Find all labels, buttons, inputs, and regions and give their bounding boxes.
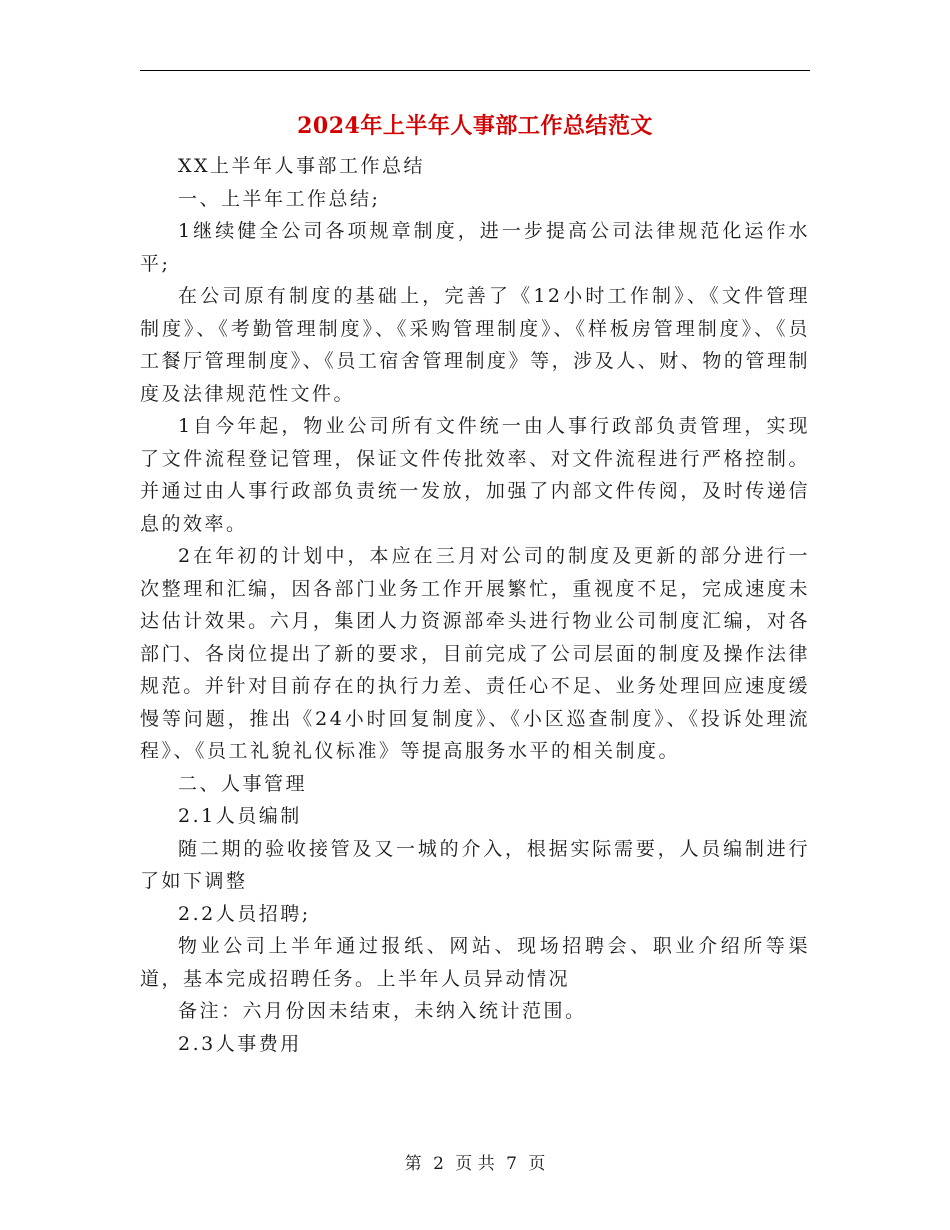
paragraph: 物业公司上半年通过报纸、网站、现场招聘会、职业介绍所等渠道，基本完成招聘任务。上半年人员异动情况 xyxy=(140,935,810,990)
paragraph: 1自今年起，物业公司所有文件统一由人事行政部负责管理，实现了文件流程登记管理，保证文件传批效率、对文件流程进行严格控制。并通过由人事行政部负责统一发放，加强了内部文件传阅，及时传递信息的效率。 xyxy=(140,415,810,535)
subsection-heading: 2.3人事费用 xyxy=(178,1032,302,1055)
page-total: 7 xyxy=(506,1154,517,1174)
paragraph: 1继续健全公司各项规章制度，进一步提高公司法律规范化运作水平; xyxy=(140,220,810,275)
paragraph: 在公司原有制度的基础上，完善了《12小时工作制》、《文件管理制度》、《考勤管理制度》、《采购管理制度》、《样板房管理制度》、《员工餐厅管理制度》、《员工宿舍管理制度》等，涉及人、财、物的管理制度及法律规范性文件。 xyxy=(140,285,810,405)
section-heading: 二、人事管理 xyxy=(178,772,308,795)
document-title: 2024年上半年人事部工作总结范文 xyxy=(297,113,653,139)
footer-suffix: 页 xyxy=(528,1154,546,1174)
subsection-heading: 2.1人员编制 xyxy=(178,805,302,827)
paragraph: 随二期的验收接管及又一城的介入，根据实际需要，人员编制进行了如下调整 xyxy=(140,837,810,892)
note: 备注：六月份因未结束，未纳入统计范围。 xyxy=(178,1000,587,1022)
footer-prefix: 第 xyxy=(404,1154,422,1174)
page-number: 2 xyxy=(433,1154,444,1174)
footer-middle: 页 共 xyxy=(455,1154,495,1174)
subsection-heading: 2.2人员招聘; xyxy=(178,902,311,925)
header-rule xyxy=(140,70,810,71)
paragraph: 2在年初的计划中，本应在三月对公司的制度及更新的部分进行一次整理和汇编，因各部门业务工作开展繁忙，重视度不足，完成速度未达估计效果。六月，集团人力资源部牵头进行物业公司制度汇编，对各部门、各岗位提出了新的要求，目前完成了公司层面的制度及操作法律规范。并针对目前存在的执行力差、责任心不足、业务处理回应速度缓慢等问题，推出《24小时回复制度》、《小区巡查制度》、《投诉处理流程》、《员工礼貌礼仪标准》等提高服务水平的相关制度。 xyxy=(140,545,810,762)
paragraph: XX上半年人事部工作总结 xyxy=(178,155,426,177)
section-heading: 一、上半年工作总结; xyxy=(178,187,381,210)
page-footer xyxy=(0,1152,950,1176)
document-body xyxy=(140,150,810,1060)
